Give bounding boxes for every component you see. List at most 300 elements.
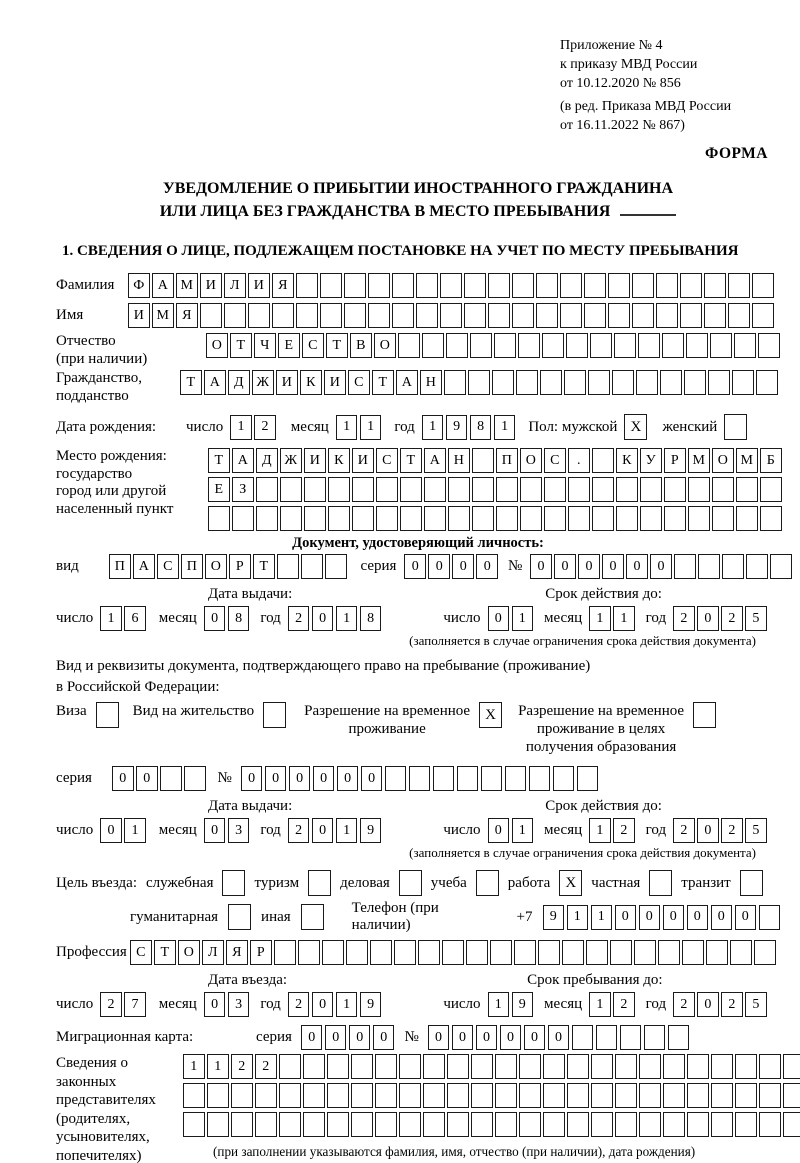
form-cell[interactable]: Т	[326, 333, 348, 358]
form-cell[interactable]: 0	[452, 554, 474, 579]
form-cell[interactable]: 1	[512, 818, 534, 843]
form-cell[interactable]	[444, 370, 466, 395]
form-cell[interactable]	[322, 940, 344, 965]
form-cell[interactable]	[608, 303, 630, 328]
form-cell[interactable]	[368, 303, 390, 328]
form-cell[interactable]	[375, 1083, 397, 1108]
form-cell[interactable]	[440, 303, 462, 328]
form-cell[interactable]: К	[328, 448, 350, 473]
form-cell[interactable]	[536, 303, 558, 328]
form-cell[interactable]	[536, 273, 558, 298]
form-cell[interactable]	[711, 1112, 733, 1137]
form-cell[interactable]: Я	[272, 273, 294, 298]
form-cell[interactable]	[280, 477, 302, 502]
form-cell[interactable]	[687, 1083, 709, 1108]
form-cell[interactable]: Д	[228, 370, 250, 395]
form-cell[interactable]: М	[688, 448, 710, 473]
form-cell[interactable]: 1	[589, 992, 611, 1017]
form-cell[interactable]	[616, 477, 638, 502]
form-cell[interactable]: 2	[288, 992, 310, 1017]
form-cell[interactable]: 2	[673, 818, 695, 843]
form-cell[interactable]	[418, 940, 440, 965]
form-cell[interactable]: 0	[650, 554, 672, 579]
form-cell[interactable]	[490, 940, 512, 965]
form-cell[interactable]: 7	[124, 992, 146, 1017]
form-cell[interactable]	[352, 506, 374, 531]
form-cell[interactable]: 2	[721, 992, 743, 1017]
form-cell[interactable]	[693, 702, 716, 728]
form-cell[interactable]: 0	[687, 905, 709, 930]
form-cell[interactable]: 6	[124, 606, 146, 631]
form-cell[interactable]	[711, 1083, 733, 1108]
form-cell[interactable]	[328, 506, 350, 531]
form-cell[interactable]: 0	[361, 766, 383, 791]
form-cell[interactable]: 0	[204, 992, 226, 1017]
form-cell[interactable]	[304, 477, 326, 502]
form-cell[interactable]	[327, 1112, 349, 1137]
form-cell[interactable]	[687, 1054, 709, 1079]
form-cell[interactable]: С	[544, 448, 566, 473]
form-cell[interactable]: А	[152, 273, 174, 298]
form-cell[interactable]: М	[152, 303, 174, 328]
form-cell[interactable]	[468, 370, 490, 395]
form-cell[interactable]: О	[178, 940, 200, 965]
form-cell[interactable]	[308, 870, 331, 896]
form-cell[interactable]	[207, 1112, 229, 1137]
form-cell[interactable]: И	[304, 448, 326, 473]
form-cell[interactable]: З	[232, 477, 254, 502]
form-cell[interactable]	[471, 1054, 493, 1079]
form-cell[interactable]	[471, 1112, 493, 1137]
form-cell[interactable]: 1	[567, 905, 589, 930]
form-cell[interactable]: С	[302, 333, 324, 358]
form-cell[interactable]	[280, 506, 302, 531]
form-cell[interactable]: 2	[721, 818, 743, 843]
form-cell[interactable]	[567, 1112, 589, 1137]
form-cell[interactable]: 2	[288, 606, 310, 631]
form-cell[interactable]	[255, 1112, 277, 1137]
form-cell[interactable]	[394, 940, 416, 965]
form-cell[interactable]	[327, 1054, 349, 1079]
form-cell[interactable]: 0	[100, 818, 122, 843]
form-cell[interactable]	[639, 1112, 661, 1137]
form-cell[interactable]	[304, 506, 326, 531]
form-cell[interactable]: 1	[183, 1054, 205, 1079]
form-cell[interactable]: 1	[589, 606, 611, 631]
form-cell[interactable]	[543, 1054, 565, 1079]
form-cell[interactable]: 0	[312, 992, 334, 1017]
form-cell[interactable]	[754, 940, 776, 965]
form-cell[interactable]	[664, 506, 686, 531]
form-cell[interactable]	[567, 1054, 589, 1079]
form-cell[interactable]	[424, 477, 446, 502]
form-cell[interactable]	[615, 1083, 637, 1108]
form-cell[interactable]: 0	[204, 606, 226, 631]
form-cell[interactable]	[542, 333, 564, 358]
form-cell[interactable]	[376, 477, 398, 502]
form-cell[interactable]: 0	[530, 554, 552, 579]
form-cell[interactable]: Р	[664, 448, 686, 473]
form-cell[interactable]	[400, 506, 422, 531]
form-cell[interactable]	[520, 477, 542, 502]
form-cell[interactable]	[231, 1083, 253, 1108]
form-cell[interactable]: 8	[360, 606, 382, 631]
form-cell[interactable]: Ф	[128, 273, 150, 298]
form-cell[interactable]: 9	[360, 818, 382, 843]
form-cell[interactable]: 0	[697, 818, 719, 843]
form-cell[interactable]: И	[276, 370, 298, 395]
form-cell[interactable]	[279, 1083, 301, 1108]
form-cell[interactable]	[368, 273, 390, 298]
form-cell[interactable]: 0	[626, 554, 648, 579]
form-cell[interactable]	[760, 477, 782, 502]
form-cell[interactable]: X	[479, 702, 502, 728]
form-cell[interactable]	[351, 1083, 373, 1108]
form-cell[interactable]	[303, 1054, 325, 1079]
form-cell[interactable]: 1	[100, 606, 122, 631]
form-cell[interactable]	[728, 303, 750, 328]
form-cell[interactable]	[668, 1025, 690, 1050]
form-cell[interactable]: .	[568, 448, 590, 473]
form-cell[interactable]: А	[204, 370, 226, 395]
form-cell[interactable]: 1	[613, 606, 635, 631]
form-cell[interactable]	[783, 1083, 800, 1108]
form-cell[interactable]: С	[348, 370, 370, 395]
form-cell[interactable]	[274, 940, 296, 965]
form-cell[interactable]: О	[712, 448, 734, 473]
form-cell[interactable]: Е	[208, 477, 230, 502]
form-cell[interactable]: О	[374, 333, 396, 358]
form-cell[interactable]	[301, 554, 323, 579]
form-cell[interactable]: 5	[745, 818, 767, 843]
form-cell[interactable]	[640, 477, 662, 502]
form-cell[interactable]: А	[424, 448, 446, 473]
form-cell[interactable]	[759, 1054, 781, 1079]
form-cell[interactable]	[770, 554, 792, 579]
form-cell[interactable]: 1	[207, 1054, 229, 1079]
form-cell[interactable]	[346, 940, 368, 965]
form-cell[interactable]: 1	[360, 415, 382, 440]
form-cell[interactable]	[614, 333, 636, 358]
form-cell[interactable]: О	[206, 333, 228, 358]
form-cell[interactable]	[224, 303, 246, 328]
form-cell[interactable]: 0	[554, 554, 576, 579]
form-cell[interactable]: 2	[673, 606, 695, 631]
form-cell[interactable]	[344, 273, 366, 298]
form-cell[interactable]	[564, 370, 586, 395]
form-cell[interactable]	[620, 1025, 642, 1050]
form-cell[interactable]: 1	[336, 606, 358, 631]
form-cell[interactable]	[207, 1083, 229, 1108]
form-cell[interactable]: 0	[663, 905, 685, 930]
form-cell[interactable]	[472, 506, 494, 531]
form-cell[interactable]	[488, 303, 510, 328]
form-cell[interactable]	[512, 303, 534, 328]
form-cell[interactable]	[183, 1083, 205, 1108]
form-cell[interactable]: 0	[373, 1025, 395, 1050]
form-cell[interactable]	[712, 506, 734, 531]
form-cell[interactable]	[446, 333, 468, 358]
form-cell[interactable]: 9	[543, 905, 565, 930]
form-cell[interactable]	[544, 506, 566, 531]
form-cell[interactable]: И	[200, 273, 222, 298]
form-cell[interactable]	[687, 1112, 709, 1137]
form-cell[interactable]: 3	[228, 818, 250, 843]
form-cell[interactable]	[263, 702, 286, 728]
form-cell[interactable]	[399, 870, 422, 896]
form-cell[interactable]: 2	[254, 415, 276, 440]
form-cell[interactable]	[577, 766, 599, 791]
form-cell[interactable]	[722, 554, 744, 579]
form-cell[interactable]	[704, 273, 726, 298]
form-cell[interactable]: 0	[428, 554, 450, 579]
form-cell[interactable]	[351, 1112, 373, 1137]
form-cell[interactable]: 1	[488, 992, 510, 1017]
form-cell[interactable]	[495, 1054, 517, 1079]
form-cell[interactable]	[529, 766, 551, 791]
form-cell[interactable]: П	[496, 448, 518, 473]
form-cell[interactable]	[735, 1054, 757, 1079]
form-cell[interactable]	[756, 370, 778, 395]
form-cell[interactable]: И	[352, 448, 374, 473]
form-cell[interactable]: 0	[112, 766, 134, 791]
form-cell[interactable]: 0	[204, 818, 226, 843]
form-cell[interactable]	[592, 448, 614, 473]
form-cell[interactable]: 0	[349, 1025, 371, 1050]
form-cell[interactable]: 0	[697, 606, 719, 631]
form-cell[interactable]	[724, 414, 747, 440]
form-cell[interactable]	[375, 1112, 397, 1137]
form-cell[interactable]: 0	[404, 554, 426, 579]
form-cell[interactable]	[728, 273, 750, 298]
form-cell[interactable]	[472, 448, 494, 473]
form-cell[interactable]	[375, 1054, 397, 1079]
form-cell[interactable]	[279, 1112, 301, 1137]
form-cell[interactable]: 1	[589, 818, 611, 843]
form-cell[interactable]: С	[130, 940, 152, 965]
form-cell[interactable]: Т	[208, 448, 230, 473]
form-cell[interactable]	[512, 273, 534, 298]
form-cell[interactable]	[760, 506, 782, 531]
form-cell[interactable]: 0	[615, 905, 637, 930]
form-cell[interactable]	[492, 370, 514, 395]
form-cell[interactable]	[610, 940, 632, 965]
form-cell[interactable]: К	[616, 448, 638, 473]
form-cell[interactable]: 1	[336, 818, 358, 843]
form-cell[interactable]	[200, 303, 222, 328]
form-cell[interactable]	[416, 273, 438, 298]
form-cell[interactable]	[644, 1025, 666, 1050]
form-cell[interactable]	[649, 870, 672, 896]
form-cell[interactable]	[734, 333, 756, 358]
form-cell[interactable]	[433, 766, 455, 791]
form-cell[interactable]	[639, 1054, 661, 1079]
form-cell[interactable]: 2	[231, 1054, 253, 1079]
form-cell[interactable]	[566, 333, 588, 358]
form-cell[interactable]	[639, 1083, 661, 1108]
form-cell[interactable]	[424, 506, 446, 531]
form-cell[interactable]	[516, 370, 538, 395]
form-cell[interactable]	[184, 766, 206, 791]
form-cell[interactable]	[518, 333, 540, 358]
form-cell[interactable]	[706, 940, 728, 965]
form-cell[interactable]	[423, 1054, 445, 1079]
form-cell[interactable]: О	[520, 448, 542, 473]
form-cell[interactable]: X	[559, 870, 582, 896]
form-cell[interactable]: А	[133, 554, 155, 579]
form-cell[interactable]: Т	[372, 370, 394, 395]
form-cell[interactable]	[543, 1112, 565, 1137]
form-cell[interactable]	[496, 506, 518, 531]
form-cell[interactable]	[423, 1112, 445, 1137]
form-cell[interactable]	[759, 1083, 781, 1108]
form-cell[interactable]	[447, 1054, 469, 1079]
form-cell[interactable]	[584, 273, 606, 298]
form-cell[interactable]: 0	[697, 992, 719, 1017]
form-cell[interactable]	[658, 940, 680, 965]
form-cell[interactable]	[588, 370, 610, 395]
form-cell[interactable]: 0	[312, 818, 334, 843]
form-cell[interactable]: 0	[476, 1025, 498, 1050]
form-cell[interactable]: И	[128, 303, 150, 328]
form-cell[interactable]	[472, 477, 494, 502]
form-cell[interactable]: Ж	[280, 448, 302, 473]
form-cell[interactable]: Л	[202, 940, 224, 965]
form-cell[interactable]: 0	[639, 905, 661, 930]
form-cell[interactable]	[592, 506, 614, 531]
form-cell[interactable]	[464, 303, 486, 328]
form-cell[interactable]: 1	[591, 905, 613, 930]
form-cell[interactable]	[344, 303, 366, 328]
form-cell[interactable]	[686, 333, 708, 358]
form-cell[interactable]	[759, 905, 781, 930]
form-cell[interactable]	[746, 554, 768, 579]
form-cell[interactable]	[232, 506, 254, 531]
form-cell[interactable]: В	[350, 333, 372, 358]
form-cell[interactable]	[632, 273, 654, 298]
form-cell[interactable]	[481, 766, 503, 791]
form-cell[interactable]: 0	[476, 554, 498, 579]
form-cell[interactable]	[519, 1054, 541, 1079]
form-cell[interactable]	[442, 940, 464, 965]
form-cell[interactable]	[712, 477, 734, 502]
form-cell[interactable]: 2	[673, 992, 695, 1017]
form-cell[interactable]	[303, 1112, 325, 1137]
form-cell[interactable]: 1	[494, 415, 516, 440]
form-cell[interactable]	[409, 766, 431, 791]
form-cell[interactable]	[586, 940, 608, 965]
form-cell[interactable]	[640, 506, 662, 531]
form-cell[interactable]	[596, 1025, 618, 1050]
form-cell[interactable]	[698, 554, 720, 579]
form-cell[interactable]: 0	[337, 766, 359, 791]
form-cell[interactable]	[231, 1112, 253, 1137]
form-cell[interactable]	[544, 477, 566, 502]
form-cell[interactable]: А	[232, 448, 254, 473]
form-cell[interactable]	[399, 1054, 421, 1079]
form-cell[interactable]: 0	[548, 1025, 570, 1050]
form-cell[interactable]: Я	[176, 303, 198, 328]
form-cell[interactable]	[494, 333, 516, 358]
form-cell[interactable]: 0	[312, 606, 334, 631]
form-cell[interactable]	[638, 333, 660, 358]
form-cell[interactable]	[663, 1054, 685, 1079]
form-cell[interactable]	[320, 273, 342, 298]
form-cell[interactable]	[568, 477, 590, 502]
form-cell[interactable]	[183, 1112, 205, 1137]
form-cell[interactable]: 0	[452, 1025, 474, 1050]
form-cell[interactable]: Т	[253, 554, 275, 579]
form-cell[interactable]	[160, 766, 182, 791]
form-cell[interactable]	[392, 303, 414, 328]
form-cell[interactable]	[470, 333, 492, 358]
form-cell[interactable]	[615, 1112, 637, 1137]
form-cell[interactable]	[562, 940, 584, 965]
form-cell[interactable]: 0	[265, 766, 287, 791]
form-cell[interactable]	[520, 506, 542, 531]
form-cell[interactable]	[471, 1083, 493, 1108]
form-cell[interactable]	[662, 333, 684, 358]
form-cell[interactable]	[440, 273, 462, 298]
form-cell[interactable]	[783, 1112, 800, 1137]
form-cell[interactable]	[632, 303, 654, 328]
form-cell[interactable]	[320, 303, 342, 328]
form-cell[interactable]: Л	[224, 273, 246, 298]
form-cell[interactable]	[376, 506, 398, 531]
form-cell[interactable]: 1	[230, 415, 252, 440]
form-cell[interactable]	[608, 273, 630, 298]
form-cell[interactable]	[752, 303, 774, 328]
form-cell[interactable]	[399, 1083, 421, 1108]
form-cell[interactable]	[615, 1054, 637, 1079]
form-cell[interactable]	[325, 554, 347, 579]
form-cell[interactable]	[96, 702, 119, 728]
form-cell[interactable]	[710, 333, 732, 358]
form-cell[interactable]: 2	[613, 818, 635, 843]
form-cell[interactable]: 0	[289, 766, 311, 791]
form-cell[interactable]	[248, 303, 270, 328]
form-cell[interactable]	[591, 1112, 613, 1137]
form-cell[interactable]: Т	[154, 940, 176, 965]
form-cell[interactable]	[385, 766, 407, 791]
form-cell[interactable]	[496, 477, 518, 502]
form-cell[interactable]	[416, 303, 438, 328]
form-cell[interactable]: П	[181, 554, 203, 579]
form-cell[interactable]	[735, 1083, 757, 1108]
form-cell[interactable]	[591, 1054, 613, 1079]
form-cell[interactable]: 2	[100, 992, 122, 1017]
form-cell[interactable]: Р	[250, 940, 272, 965]
form-cell[interactable]	[514, 940, 536, 965]
form-cell[interactable]	[328, 477, 350, 502]
form-cell[interactable]	[656, 303, 678, 328]
form-cell[interactable]: 0	[136, 766, 158, 791]
form-cell[interactable]: 9	[360, 992, 382, 1017]
form-cell[interactable]	[448, 477, 470, 502]
form-cell[interactable]	[688, 477, 710, 502]
form-cell[interactable]: 0	[500, 1025, 522, 1050]
form-cell[interactable]: 1	[422, 415, 444, 440]
form-cell[interactable]	[783, 1054, 800, 1079]
form-cell[interactable]	[688, 506, 710, 531]
form-cell[interactable]	[636, 370, 658, 395]
form-cell[interactable]	[560, 303, 582, 328]
form-cell[interactable]: Н	[420, 370, 442, 395]
form-cell[interactable]	[758, 333, 780, 358]
form-cell[interactable]: 0	[711, 905, 733, 930]
form-cell[interactable]	[423, 1083, 445, 1108]
form-cell[interactable]	[279, 1054, 301, 1079]
